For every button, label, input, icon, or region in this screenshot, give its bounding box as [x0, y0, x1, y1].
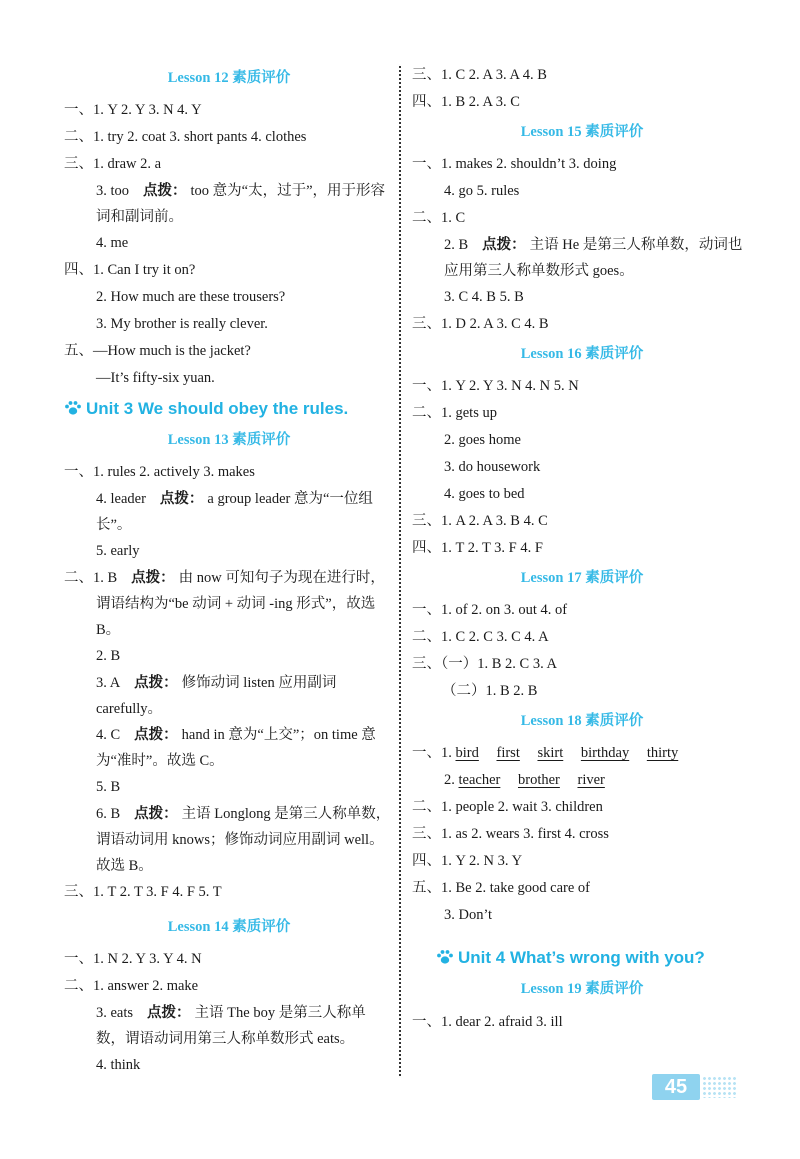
- tip-label: 点拨：: [134, 675, 178, 691]
- answer-line: 3. do housework: [444, 459, 541, 475]
- underlined-word: thirty: [646, 745, 679, 761]
- tip-text: 由 now 可知句子为现在进行时，谓语结构为“be 动词 + 动词 -ing 形式”，故选 B。: [96, 570, 385, 638]
- answer-line: 2. How much are these trousers?: [96, 289, 286, 305]
- tip-text: 主语 The boy 是第三人称单数，谓语动词用第三人称单数形式 eats。: [96, 1005, 366, 1047]
- underlined-word: first: [496, 745, 520, 761]
- answer-line: 三、1. A 2. A 3. B 4. C: [412, 513, 548, 529]
- answer-line: 四、1. B 2. A 3. C: [412, 94, 520, 110]
- answer-line: [64, 178, 394, 230]
- lesson-16-title: Lesson 16 素质评价: [520, 346, 644, 362]
- tip-text: a group leader 意为“一位组长”。: [96, 491, 373, 533]
- tip-label: 点拨：: [134, 806, 178, 822]
- tip-label: 点拨：: [134, 727, 178, 743]
- answer-line: 五、1. Be 2. take good care of: [412, 880, 590, 896]
- answer-line: 3. Don’t: [444, 907, 493, 923]
- answer-line: 四、1. Y 2. N 3. Y: [412, 853, 523, 869]
- underlined-word: river: [577, 772, 605, 788]
- tip-label: 点拨：: [482, 237, 526, 253]
- underlined-word: teacher: [458, 772, 501, 788]
- underlined-word: skirt: [537, 745, 564, 761]
- unit-3-heading: [64, 394, 394, 424]
- answer-line: 二、1. answer 2. make: [64, 978, 199, 994]
- answer-line: [412, 767, 752, 794]
- answer-line: 4. me: [96, 235, 129, 251]
- answer-line: 3. My brother is really clever.: [96, 316, 268, 332]
- answer-line: [64, 722, 394, 774]
- page-dots-decoration: [702, 1076, 738, 1098]
- answer-number: 3. eats: [96, 1005, 134, 1021]
- answer-line: 四、1. Can I try it on?: [64, 262, 196, 278]
- answer-line: 4. think: [96, 1057, 141, 1073]
- tip-label: 点拨：: [131, 570, 175, 586]
- answer-line: 2. goes home: [444, 432, 521, 448]
- answer-line: [64, 801, 394, 879]
- answer-line: [64, 1000, 394, 1052]
- answer-line: 三、1. D 2. A 3. C 4. B: [412, 316, 549, 332]
- answer-line: 二、1. try 2. coat 3. short pants 4. clothes: [64, 129, 307, 145]
- lesson-19-title: Lesson 19 素质评价: [520, 981, 644, 997]
- answer-line: 一、1. N 2. Y 3. Y 4. N: [64, 951, 202, 967]
- answer-number: 一、1.: [412, 745, 452, 761]
- answer-number: 4. leader: [96, 491, 146, 507]
- tip-label: 点拨：: [159, 491, 204, 507]
- lesson-12-title: Lesson 12 素质评价: [167, 70, 291, 86]
- answer-line: 5. B: [96, 779, 121, 795]
- page-number: 45: [652, 1074, 700, 1100]
- answer-number: 3. A: [96, 675, 121, 691]
- unit-3-title: Unit 3 We should obey the rules.: [86, 399, 349, 418]
- paw-icon: [436, 949, 454, 965]
- answer-line: 二、1. people 2. wait 3. children: [412, 799, 603, 815]
- answer-number: 二、1. B: [64, 570, 118, 586]
- tip-text: too 意为“太，过于”，用于形容词和副词前。: [96, 183, 386, 225]
- answer-line: 一、1. rules 2. actively 3. makes: [64, 464, 255, 480]
- lesson-13-title: Lesson 13 素质评价: [167, 432, 291, 448]
- answer-line: 三、1. as 2. wears 3. first 4. cross: [412, 826, 609, 842]
- answer-line: 一、1. Y 2. Y 3. N 4. Y: [64, 102, 202, 118]
- answer-line: [412, 232, 752, 284]
- answer-line: 二、1. C 2. C 3. C 4. A: [412, 629, 549, 645]
- lesson-14-title: Lesson 14 素质评价: [167, 919, 291, 935]
- answer-line: [64, 670, 394, 722]
- answer-line: [64, 486, 394, 538]
- paw-icon: [64, 400, 82, 416]
- answer-line: 三、（一）1. B 2. C 3. A: [412, 656, 558, 672]
- answer-line: 五、—How much is the jacket?: [64, 343, 251, 359]
- answer-line: 二、1. C: [412, 210, 466, 226]
- lesson-15-title: Lesson 15 素质评价: [520, 124, 644, 140]
- underlined-word: birthday: [580, 745, 630, 761]
- answer-line: 三、1. draw 2. a: [64, 156, 162, 172]
- tip-text: 修饰动词 listen 应用副词 carefully。: [96, 675, 337, 717]
- answer-number: 4. C: [96, 727, 121, 743]
- answer-line: 4. go 5. rules: [444, 183, 520, 199]
- answer-line: 一、1. makes 2. shouldn’t 3. doing: [412, 156, 617, 172]
- answer-line: 4. goes to bed: [444, 486, 525, 502]
- lesson-17-title: Lesson 17 素质评价: [520, 570, 644, 586]
- lesson-18-title: Lesson 18 素质评价: [520, 713, 644, 729]
- answer-line: [412, 740, 752, 767]
- underlined-word: bird: [455, 745, 479, 761]
- tip-text: 主语 Longlong 是第三人称单数，谓语动词用 knows；修饰动词应用副词 well。故选 B。: [96, 806, 391, 874]
- tip-label: 点拨：: [147, 1005, 191, 1021]
- tip-text: 主语 He 是第三人称单数，动词也应用第三人称单数形式 goes。: [444, 237, 743, 279]
- answer-line: 一、1. Y 2. Y 3. N 4. N 5. N: [412, 378, 579, 394]
- right-column: [412, 62, 752, 1036]
- column-divider: [399, 66, 401, 1076]
- answer-line: 四、1. T 2. T 3. F 4. F: [412, 540, 543, 556]
- answer-line: （二）1. B 2. B: [442, 683, 538, 699]
- tip-text: hand in 意为“上交”；on time 意为“准时”。故选 C。: [96, 727, 376, 769]
- answer-line: 一、1. dear 2. afraid 3. ill: [412, 1014, 563, 1030]
- answer-number: 2.: [444, 772, 455, 788]
- answer-line: —It’s fifty-six yuan.: [96, 370, 215, 386]
- answer-line: 3. C 4. B 5. B: [444, 289, 524, 305]
- answer-line: 三、1. C 2. A 3. A 4. B: [412, 67, 547, 83]
- answer-line: 二、1. gets up: [412, 405, 497, 421]
- answer-number: 6. B: [96, 806, 121, 822]
- left-column: [64, 62, 394, 1079]
- unit-4-heading: [412, 943, 752, 973]
- answer-line: 三、1. T 2. T 3. F 4. F 5. T: [64, 884, 222, 900]
- tip-label: 点拨：: [143, 183, 187, 199]
- unit-4-title: Unit 4 What’s wrong with you?: [458, 948, 705, 967]
- answer-line: 一、1. of 2. on 3. out 4. of: [412, 602, 568, 618]
- answer-number: 2. B: [444, 237, 469, 253]
- answer-line: [64, 565, 394, 643]
- answer-number: 3. too: [96, 183, 130, 199]
- answer-line: 2. B: [96, 648, 121, 664]
- answer-line: 5. early: [96, 543, 140, 559]
- underlined-word: brother: [517, 772, 560, 788]
